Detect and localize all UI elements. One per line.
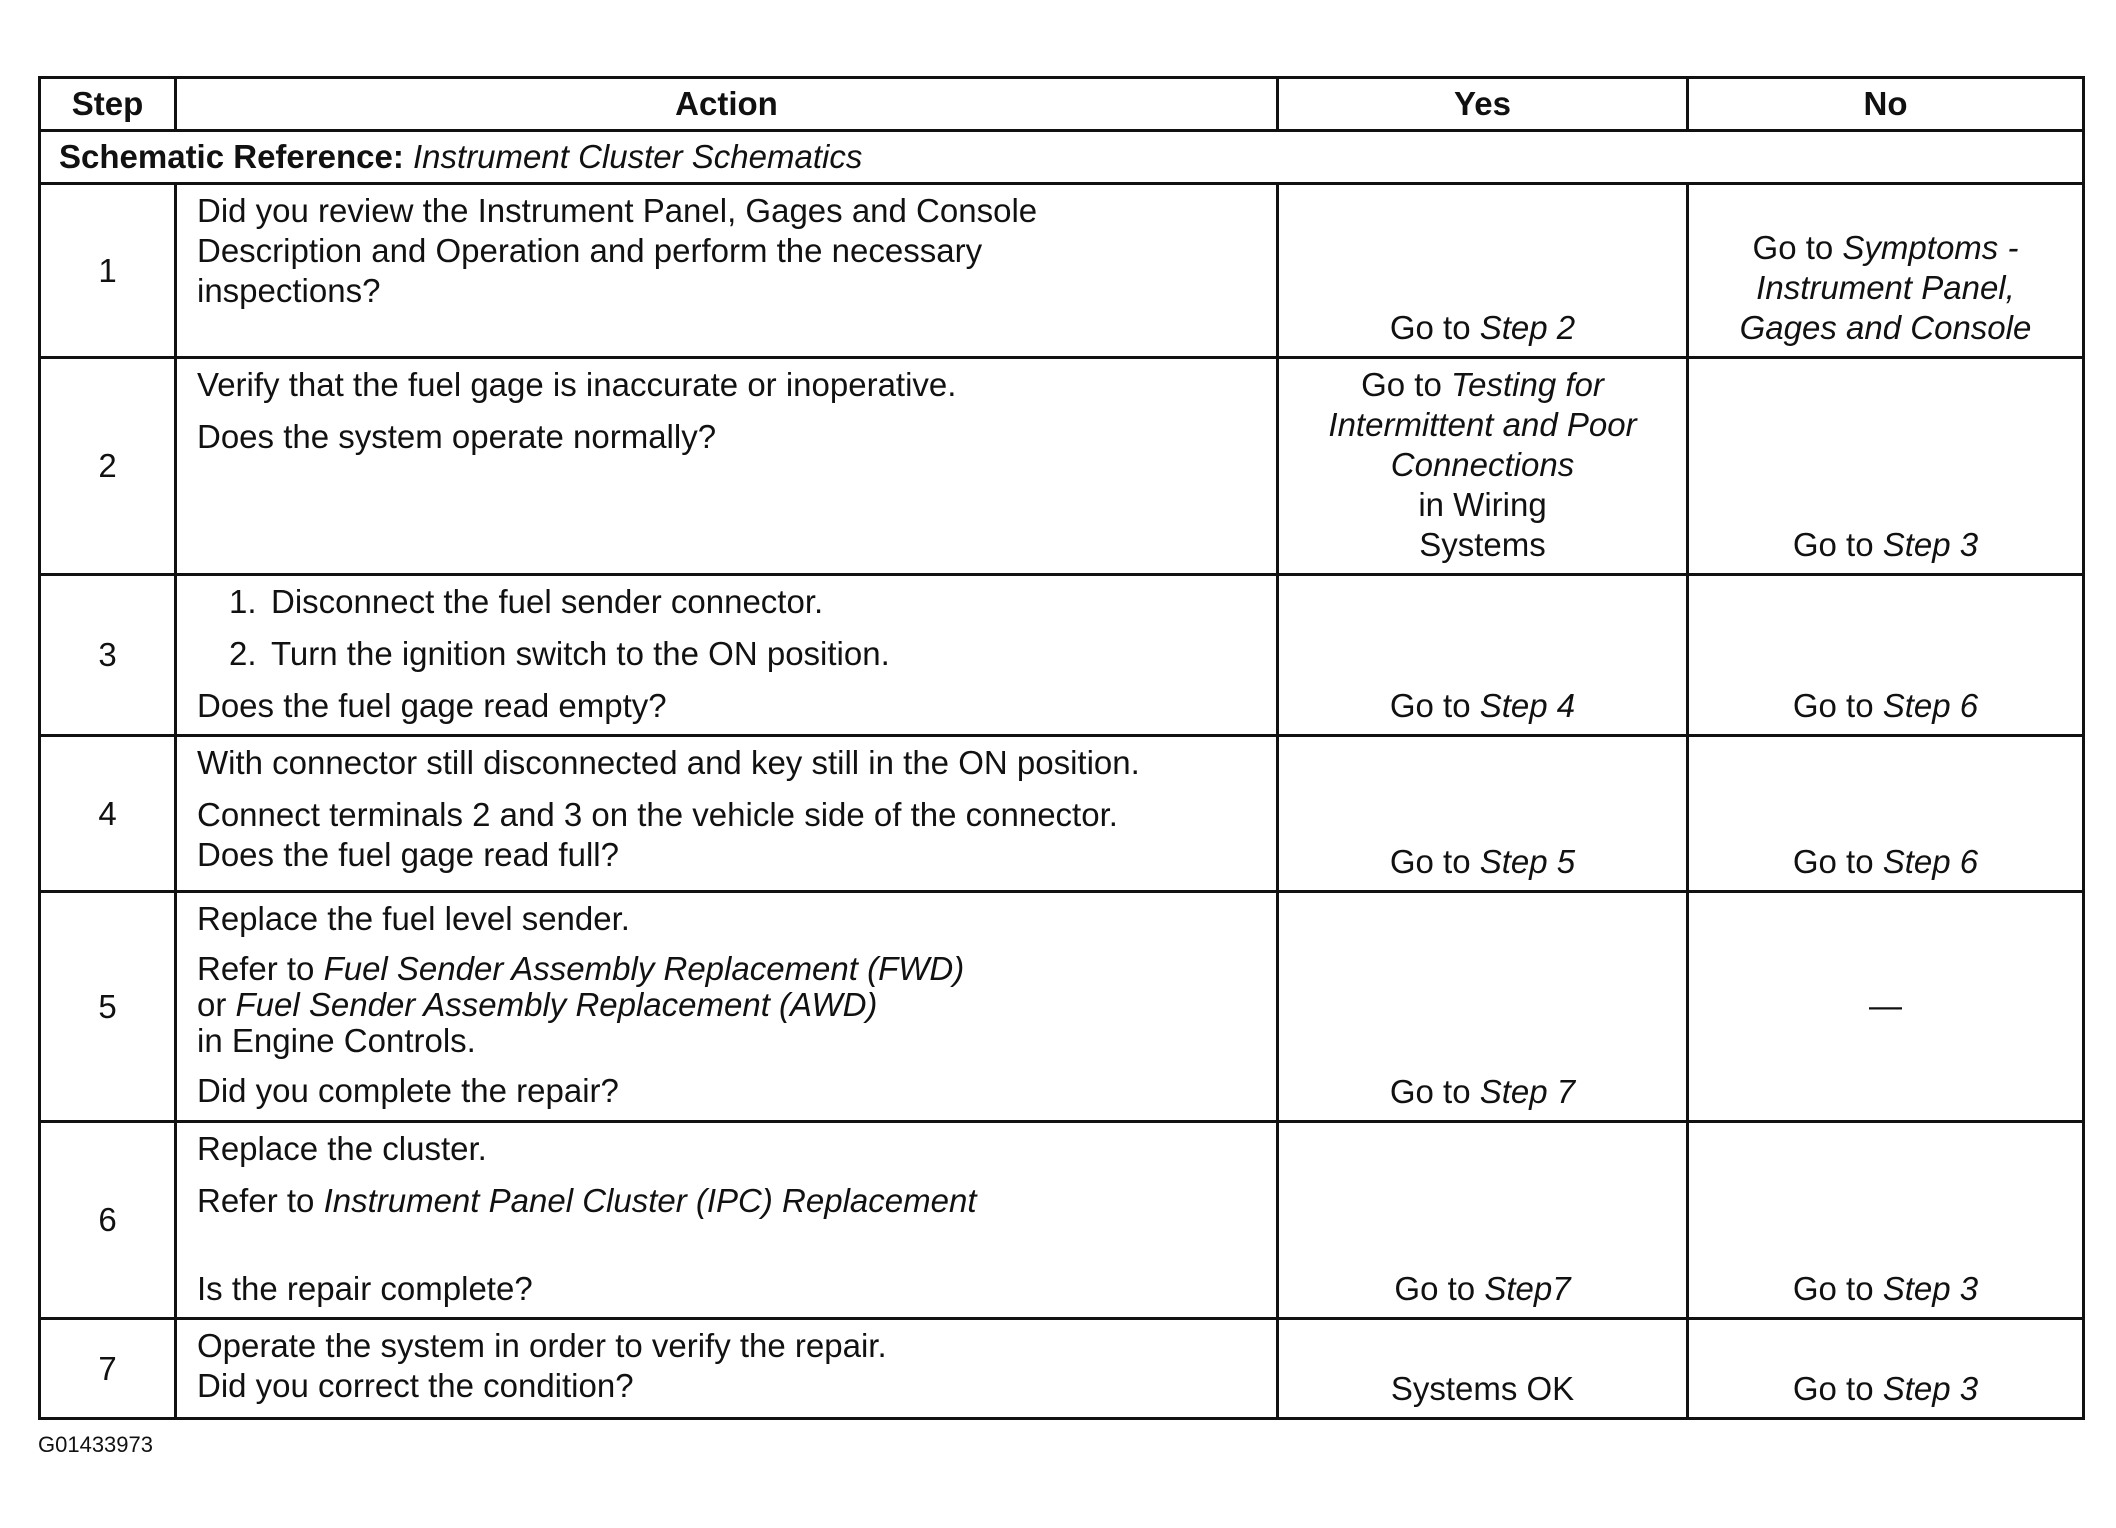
yes-link[interactable]: Step 5 (1479, 843, 1576, 880)
action-text: Description and Operation and perform the necessary (197, 232, 983, 269)
item-text: Turn the ignition switch to the ON position. (271, 635, 890, 672)
header-no: No (1688, 78, 2084, 131)
action-text: Did you review the Instrument Panel, Gages and Console (197, 192, 1038, 229)
action-cell (176, 1319, 1278, 1419)
goto-prefix: Go to (1792, 526, 1874, 563)
action-question: Does the fuel gage read full? (197, 836, 619, 873)
item-number: 2. (229, 635, 257, 672)
step-number: 1 (40, 184, 176, 358)
yes-link[interactable]: Step7 (1484, 1270, 1571, 1307)
goto-prefix: Go to (1792, 843, 1874, 880)
table-row (40, 892, 2084, 1122)
no-cell (1688, 358, 2084, 575)
goto-prefix: Go to (1792, 687, 1874, 724)
action-question: Does the system operate normally? (197, 418, 717, 455)
step-number: 6 (40, 1122, 176, 1319)
header-row (40, 78, 2084, 131)
goto-prefix: Go to (1394, 1270, 1476, 1307)
action-question: Is the repair complete? (197, 1270, 533, 1307)
action-text: Operate the system in order to verify the repair. (197, 1327, 887, 1364)
header-step: Step (40, 78, 176, 131)
action-cell (176, 736, 1278, 892)
header-action: Action (176, 78, 1278, 131)
action-text: in Engine Controls. (197, 1022, 476, 1059)
action-text: inspections? (197, 272, 381, 309)
diagnostic-table (38, 76, 2085, 1420)
no-link[interactable]: Step 3 (1882, 1270, 1979, 1307)
no-link[interactable]: Step 3 (1882, 1370, 1979, 1407)
no-cell (1688, 184, 2084, 358)
goto-prefix: Go to (1792, 1270, 1874, 1307)
yes-link[interactable]: Connections (1390, 446, 1575, 483)
yes-link[interactable]: Step 2 (1479, 309, 1576, 346)
figure-id: G01433973 (38, 1432, 153, 1457)
yes-link[interactable]: Testing for (1451, 366, 1604, 403)
no-link[interactable]: Symptoms - (1842, 229, 2019, 266)
refer-prefix: Refer to (197, 950, 315, 987)
yes-cell (1278, 575, 1688, 736)
no-cell (1688, 575, 2084, 736)
no-cell (1688, 736, 2084, 892)
no-link[interactable]: Gages and Console (1739, 309, 2032, 346)
procedure-link[interactable]: Fuel Sender Assembly Replacement (FWD) (323, 950, 965, 987)
no-dash: — (1869, 986, 1902, 1024)
numbered-item (197, 582, 1256, 622)
action-text: Replace the fuel level sender. (197, 900, 630, 937)
step-number: 7 (40, 1319, 176, 1419)
yes-text: in Wiring (1418, 486, 1547, 523)
yes-text: Systems OK (1390, 1370, 1575, 1407)
table-row (40, 736, 2084, 892)
step-number: 5 (40, 892, 176, 1122)
numbered-item (197, 634, 1256, 674)
step-number: 2 (40, 358, 176, 575)
goto-prefix: Go to (1389, 1073, 1471, 1110)
no-link[interactable]: Step 3 (1882, 526, 1979, 563)
yes-cell (1278, 358, 1688, 575)
action-text: With connector still disconnected and key still in the ON position. (197, 744, 1140, 781)
schematic-reference-row (40, 131, 2084, 184)
action-cell (176, 184, 1278, 358)
yes-cell (1278, 184, 1688, 358)
table-row (40, 358, 2084, 575)
goto-prefix: Go to (1389, 843, 1471, 880)
no-link[interactable]: Step 6 (1882, 843, 1979, 880)
action-text: Connect terminals 2 and 3 on the vehicle side of the connector. (197, 796, 1118, 833)
goto-prefix: Go to (1792, 1370, 1874, 1407)
header-yes: Yes (1278, 78, 1688, 131)
action-text: Verify that the fuel gage is inaccurate or inoperative. (197, 366, 957, 403)
item-number: 1. (229, 583, 257, 620)
step-number: 4 (40, 736, 176, 892)
procedure-link[interactable]: Fuel Sender Assembly Replacement (AWD) (235, 986, 878, 1023)
action-cell (176, 575, 1278, 736)
action-cell (176, 358, 1278, 575)
goto-prefix: Go to (1361, 366, 1442, 403)
yes-text: Systems (1419, 526, 1546, 563)
or-text: or (197, 986, 227, 1023)
goto-prefix: Go to (1752, 229, 1834, 266)
table-row (40, 184, 2084, 358)
step-number: 3 (40, 575, 176, 736)
action-cell (176, 892, 1278, 1122)
action-question: Did you correct the condition? (197, 1367, 634, 1404)
yes-link[interactable]: Step 7 (1479, 1073, 1576, 1110)
schematic-reference-link[interactable]: Instrument Cluster Schematics (413, 138, 863, 175)
schematic-reference (40, 131, 2084, 184)
no-cell (1688, 892, 2084, 1122)
yes-cell (1278, 1122, 1688, 1319)
no-cell (1688, 1122, 2084, 1319)
refer-prefix: Refer to (197, 1182, 315, 1219)
yes-link[interactable]: Step 4 (1479, 687, 1576, 724)
yes-cell (1278, 892, 1688, 1122)
no-link[interactable]: Step 6 (1882, 687, 1979, 724)
no-link[interactable]: Instrument Panel, (1756, 269, 2015, 306)
no-cell (1688, 1319, 2084, 1419)
table-row (40, 1319, 2084, 1419)
goto-prefix: Go to (1389, 687, 1471, 724)
yes-cell (1278, 1319, 1688, 1419)
action-text: Replace the cluster. (197, 1130, 487, 1167)
table-row (40, 575, 2084, 736)
action-cell (176, 1122, 1278, 1319)
yes-cell (1278, 736, 1688, 892)
yes-link[interactable]: Intermittent and Poor (1328, 406, 1637, 443)
goto-prefix: Go to (1389, 309, 1471, 346)
item-text: Disconnect the fuel sender connector. (271, 583, 824, 620)
action-question: Did you complete the repair? (197, 1072, 619, 1109)
table-row (40, 1122, 2084, 1319)
schematic-reference-label: Schematic Reference: (59, 138, 404, 175)
procedure-link[interactable]: Instrument Panel Cluster (IPC) Replacement (323, 1182, 977, 1219)
action-question: Does the fuel gage read empty? (197, 687, 667, 724)
